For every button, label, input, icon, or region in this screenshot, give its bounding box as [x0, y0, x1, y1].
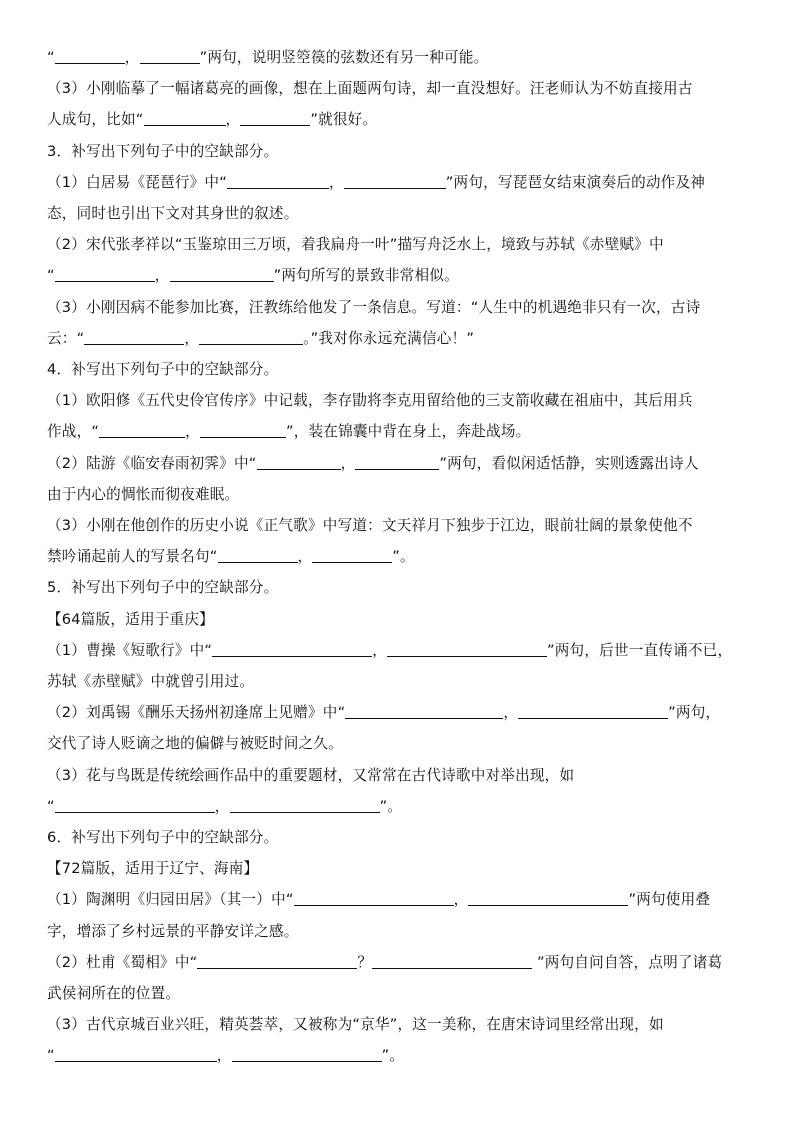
- text-line: [47, 1040, 767, 1071]
- text-line: [47, 104, 767, 135]
- line-text: ，: [154, 267, 170, 285]
- line-text: 5．补写出下列句子中的空缺部分。: [47, 579, 279, 597]
- fill-in-blank[interactable]: [55, 266, 155, 282]
- text-line: [47, 822, 767, 853]
- line-text: ？: [357, 953, 373, 971]
- line-text: “: [47, 49, 55, 66]
- line-text: ，: [503, 704, 519, 722]
- text-line: [47, 635, 767, 666]
- line-text: （2）宋代张孝祥以“玉鉴琼田三万顷，着我扁舟一叶”描写舟泛水上，境致与苏轼《赤壁赋》中: [47, 236, 664, 254]
- line-text: 作战，“: [47, 423, 100, 441]
- fill-in-blank[interactable]: [170, 266, 274, 282]
- line-text: ，: [372, 641, 387, 659]
- fill-in-blank[interactable]: [197, 953, 357, 969]
- line-text: （2）陆游《临安春雨初霁》中“: [47, 454, 257, 472]
- line-text: ”两句所写的景致非常相似。: [273, 267, 459, 285]
- line-text: 4．补写出下列句子中的空缺部分。: [47, 361, 279, 378]
- line-text: 苏轼《赤壁赋》中就曾引用过。: [47, 673, 255, 690]
- text-line: [47, 604, 767, 635]
- text-line: [47, 323, 767, 354]
- text-line: [47, 884, 767, 915]
- text-line: [47, 198, 767, 229]
- line-text: （3）花与鸟既是传统绘画作品中的重要题材，又常常在古代诗歌中对举出现，如: [47, 766, 575, 784]
- line-text: “: [47, 267, 55, 285]
- text-line: [47, 916, 767, 947]
- line-text: （3）古代京城百业兴旺，精英荟萃，又被称为“京华”，这一美称，在唐宋诗词里经常出现，如: [47, 1016, 664, 1034]
- text-line: [47, 728, 767, 759]
- line-text: “: [47, 1047, 55, 1065]
- line-text: 。”我对你永远充满信心！”: [303, 329, 475, 347]
- fill-in-blank[interactable]: [55, 797, 215, 813]
- line-text: ”两句，: [668, 704, 721, 722]
- line-text: ”。: [381, 1047, 405, 1065]
- fill-in-blank[interactable]: [218, 547, 298, 563]
- line-text: （3）小刚因病不能参加比赛，汪教练给他发了一条信息。写道：“人生中的机遇绝非只有一次，古诗: [47, 298, 701, 316]
- line-text: 3．补写出下列句子中的空缺部分。: [47, 142, 279, 160]
- text-line: [47, 697, 767, 728]
- fill-in-blank[interactable]: [55, 48, 125, 64]
- line-text: （1）欧阳修《五代史伶官传序》中记载，李存勖将李克用留给他的三支箭收藏在祖庙中，其后用兵: [47, 392, 693, 410]
- line-text: ，: [297, 548, 313, 566]
- fill-in-blank[interactable]: [144, 110, 226, 126]
- line-text: （3）小刚在他创作的历史小说《正气歌》中写道：文天祥月下独步于江边，眼前壮阔的景象使他不: [47, 517, 693, 534]
- text-line: [47, 73, 767, 104]
- line-text: 由于内心的惆怅而彻夜难眠。: [47, 485, 240, 503]
- line-text: （1）曹操《短歌行》中“: [47, 641, 213, 659]
- line-text: 人成句，比如“: [47, 111, 144, 129]
- line-text: ，: [340, 454, 356, 472]
- line-text: ，: [184, 329, 200, 347]
- line-text: ”两句，后世一直传诵不已，: [546, 641, 733, 659]
- line-text: ，: [453, 891, 469, 909]
- line-text: ”，装在锦囊中背在身上，奔赴战场。: [285, 423, 531, 441]
- line-text: 【72篇版，适用于辽宁、海南】: [47, 860, 259, 878]
- line-text: ”两句使用叠: [628, 891, 711, 909]
- fill-in-blank[interactable]: [230, 797, 380, 813]
- text-line: [47, 541, 767, 572]
- text-line: [47, 510, 767, 541]
- line-text: （3）小刚临摹了一幅诸葛亮的画像，想在上面题两句诗，却一直没想好。汪老师认为不妨直接用古: [47, 80, 693, 98]
- fill-in-blank[interactable]: [199, 329, 303, 345]
- line-text: （2）杜甫《蜀相》中“: [47, 953, 198, 971]
- line-text: 字，增添了乡村远景的平静安详之感。: [47, 922, 299, 940]
- line-text: 禁吟诵起前人的写景名句“: [47, 548, 218, 566]
- text-line: [47, 260, 767, 291]
- line-text: （1）白居易《琵琶行》中“: [47, 173, 227, 191]
- fill-in-blank[interactable]: [200, 422, 286, 438]
- fill-in-blank[interactable]: [468, 890, 628, 906]
- text-line: [47, 666, 767, 697]
- text-line: [47, 292, 767, 323]
- text-line: [47, 853, 767, 884]
- line-text: ，: [124, 49, 140, 66]
- line-text: ，: [225, 111, 241, 129]
- line-text: （1）陶渊明《归园田居》（其一）中“: [47, 891, 294, 909]
- text-line: [47, 354, 767, 385]
- fill-in-blank[interactable]: [240, 110, 310, 126]
- line-text: 云：“: [47, 329, 85, 347]
- text-line: [47, 385, 767, 416]
- fill-in-blank[interactable]: [372, 953, 532, 969]
- text-line: [47, 136, 767, 167]
- text-line: [47, 167, 767, 198]
- fill-in-blank[interactable]: [212, 641, 372, 657]
- line-text: ，: [214, 797, 230, 815]
- line-text: 【64篇版，适用于重庆】: [47, 610, 214, 628]
- text-line: [47, 448, 767, 479]
- fill-in-blank[interactable]: [227, 173, 329, 189]
- text-line: [47, 760, 767, 791]
- text-line: [47, 572, 767, 603]
- fill-in-blank[interactable]: [345, 703, 503, 719]
- line-text: ，: [185, 423, 200, 441]
- line-text: ”两句自问自答，点明了诸葛: [532, 953, 723, 971]
- line-text: ”。: [379, 797, 403, 815]
- line-text: 态，同时也引出下文对其身世的叙述。: [47, 205, 299, 222]
- line-text: “: [47, 797, 55, 815]
- line-text: （2）刘禹锡《酬乐天扬州初逢席上见赠》中“: [47, 704, 346, 722]
- line-text: 6．补写出下列句子中的空缺部分。: [47, 829, 279, 846]
- line-text: ，: [328, 173, 344, 191]
- line-text: ”两句，说明竖箜篌的弦数还有另一种可能。: [199, 49, 489, 66]
- text-line: [47, 978, 767, 1009]
- line-text: ”。: [392, 548, 415, 566]
- fill-in-blank[interactable]: [140, 48, 200, 64]
- fill-in-blank[interactable]: [355, 454, 439, 470]
- fill-in-blank[interactable]: [99, 422, 185, 438]
- line-text: ”两句，写琵琶女结束演奏后的动作及神: [445, 173, 706, 191]
- fill-in-blank[interactable]: [232, 1046, 382, 1062]
- fill-in-blank[interactable]: [294, 890, 454, 906]
- line-text: 武侯祠所在的位置。: [47, 985, 181, 1002]
- fill-in-blank[interactable]: [344, 173, 446, 189]
- line-text: ，: [216, 1047, 232, 1065]
- fill-in-blank[interactable]: [312, 547, 392, 563]
- text-line: [47, 416, 767, 447]
- line-text: ”两句，看似闲适恬静，实则透露出诗人: [439, 454, 699, 472]
- text-line: [47, 947, 767, 978]
- text-line: [47, 1009, 767, 1040]
- line-text: 交代了诗人贬谪之地的偏僻与被贬时间之久。: [47, 735, 343, 753]
- fill-in-blank[interactable]: [387, 641, 547, 657]
- fill-in-blank[interactable]: [518, 703, 668, 719]
- text-line: [47, 229, 767, 260]
- line-text: ”就很好。: [310, 111, 378, 129]
- fill-in-blank[interactable]: [257, 454, 341, 470]
- text-line: [47, 791, 767, 822]
- fill-in-blank[interactable]: [55, 1046, 217, 1062]
- text-line: [47, 42, 767, 73]
- text-line: [47, 479, 767, 510]
- fill-in-blank[interactable]: [84, 329, 184, 345]
